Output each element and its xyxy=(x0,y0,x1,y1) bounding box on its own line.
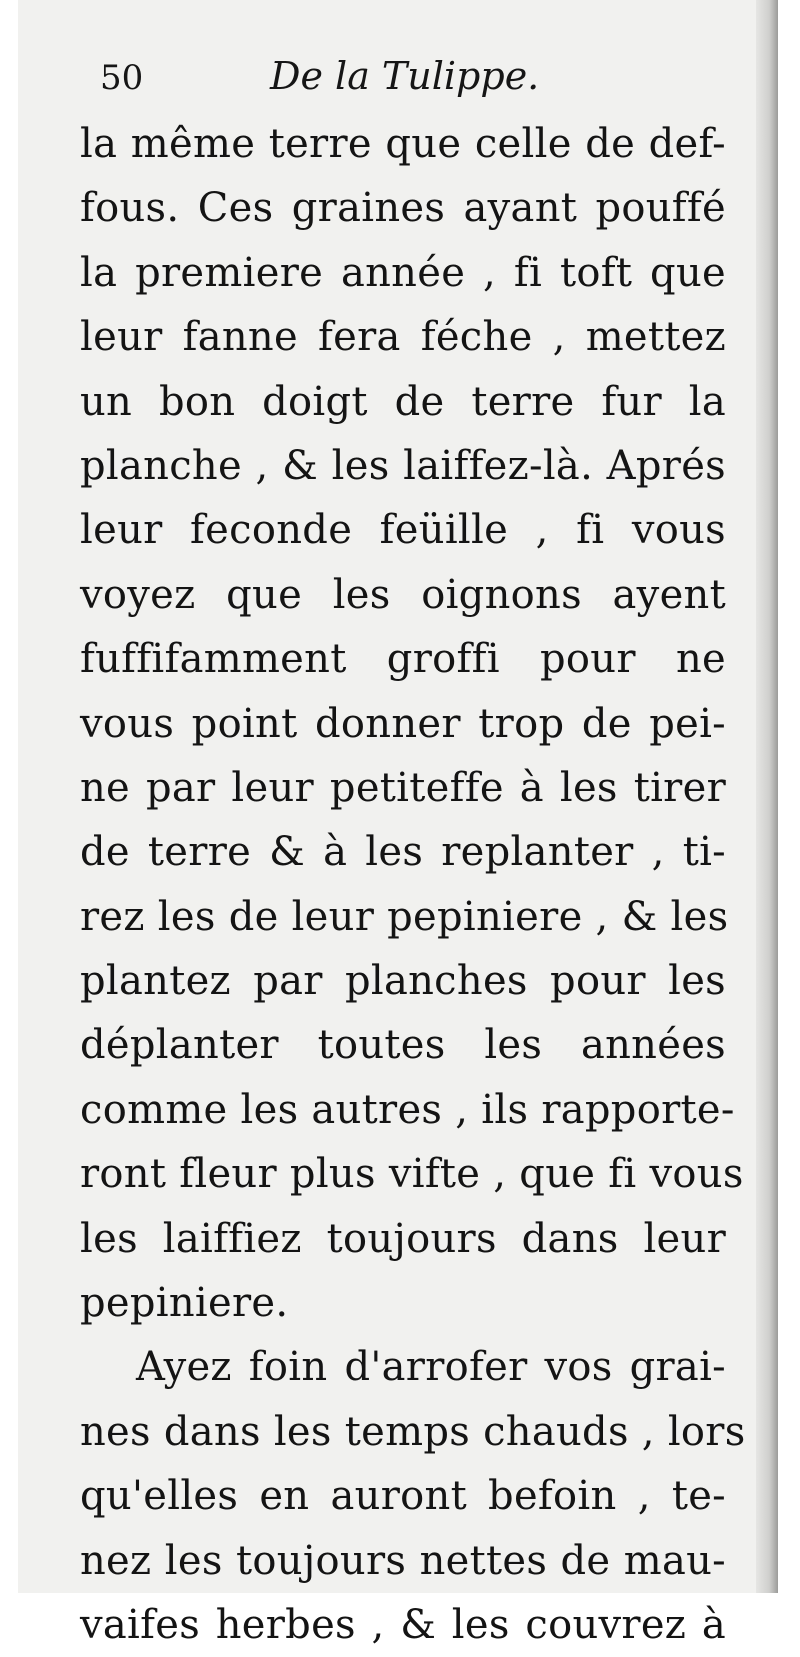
text-line: planche , & les laiffez-là. Aprés xyxy=(80,442,726,489)
text-line: voyez que les oignons ayent xyxy=(80,571,726,618)
text-line: vaifes herbes , & les couvrez à xyxy=(80,1601,726,1648)
text-line: vous point donner trop de pei- xyxy=(80,700,726,747)
text-line: la même terre que celle de def- xyxy=(80,121,726,167)
text-line: qu'elles en auront befoin , te- xyxy=(80,1473,726,1520)
body-text xyxy=(80,112,746,1657)
text-line: un bon doigt de terre fur la xyxy=(80,378,726,425)
text-line: ne par leur petiteffe à les tirer xyxy=(80,764,726,811)
text-line: plantez par planches pour les xyxy=(80,958,726,1005)
page-gutter-shadow xyxy=(756,0,778,1593)
text-line: déplanter toutes les années xyxy=(80,1022,726,1069)
text-line: pepiniere. xyxy=(80,1280,289,1327)
text-line: de terre & à les replanter , ti- xyxy=(80,829,726,876)
text-line: ront fleur plus vifte , que fi vous xyxy=(80,1151,744,1198)
text-line: Ayez foin d'arrofer vos grai- xyxy=(136,1344,726,1391)
book-page xyxy=(18,0,778,1648)
text-line: les laiffiez toujours dans leur xyxy=(80,1215,726,1262)
text-line: leur fanne fera féche , mettez xyxy=(80,314,726,361)
text-line: la premiere année , fi toft que xyxy=(80,249,726,296)
text-line: comme les autres , ils rapporte- xyxy=(80,1086,735,1133)
page-number: 50 xyxy=(100,58,144,98)
text-line: fuffifamment groffi pour ne xyxy=(80,636,726,683)
running-title: De la Tulippe. xyxy=(270,54,540,98)
text-line: nes dans les temps chauds , lors xyxy=(80,1408,746,1455)
text-line: leur feconde feüille , fi vous xyxy=(80,507,726,554)
text-line: nez les toujours nettes de mau- xyxy=(80,1537,726,1584)
text-line: rez les de leur pepiniere , & les xyxy=(80,893,729,940)
page-header xyxy=(100,46,580,108)
text-line: fous. Ces graines ayant pouffé xyxy=(80,185,726,232)
